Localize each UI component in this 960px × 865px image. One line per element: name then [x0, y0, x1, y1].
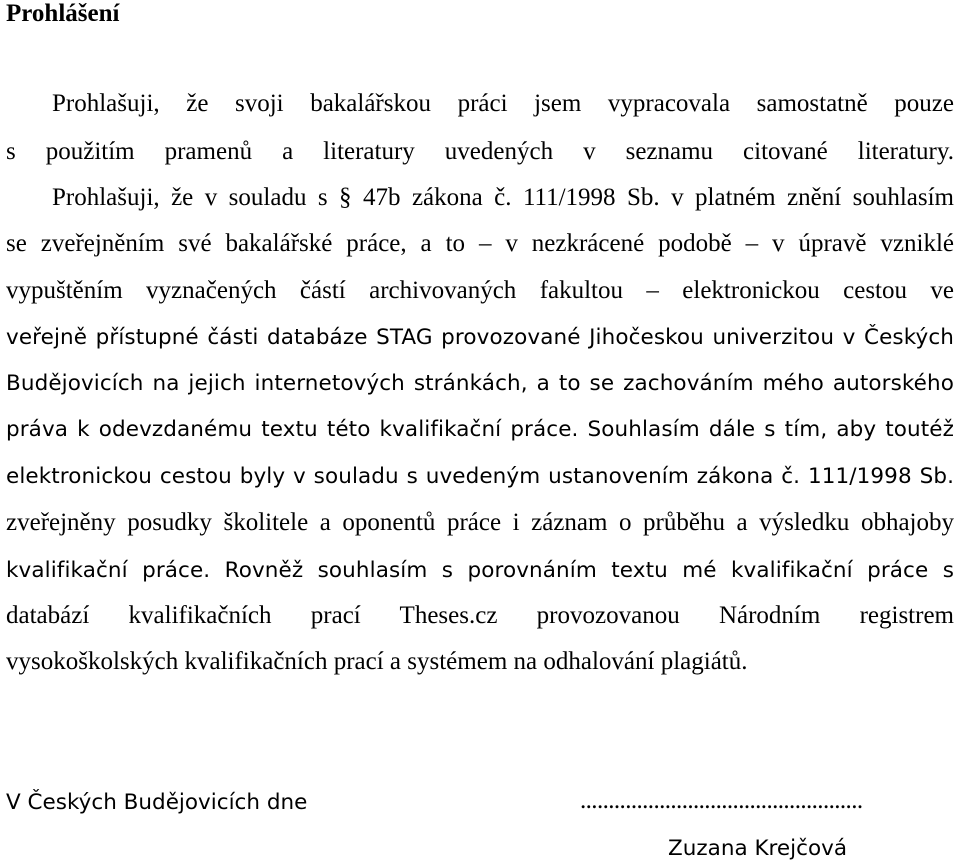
paragraph-line: zveřejněny posudky školitele a oponentů práce i záznam o průběhu a výsledku obhajoby: [6, 509, 954, 536]
paragraph-line: kvalifikační práce. Rovněž souhlasím s porovnáním textu mé kvalifikační práce s: [6, 558, 954, 583]
signature-line: ..................................................: [580, 787, 863, 814]
paragraph-line: vypuštěním vyznačených částí archivovaných fakultou – elektronickou cestou ve: [6, 277, 954, 304]
paragraph-line: se zveřejněním své bakalářské práce, a to – v nezkrácené podobě – v úpravě vzniklé: [6, 230, 954, 257]
place-and-date-label: V Českých Budějovicích dne: [6, 790, 308, 815]
paragraph-line: databází kvalifikačních prací Theses.cz provozovanou Národním registrem: [6, 602, 954, 629]
paragraph-line: elektronickou cestou byly v souladu s uvedeným ustanovením zákona č. 111/1998 Sb.: [6, 464, 954, 489]
paragraph-line: vysokoškolských kvalifikačních prací a systémem na odhalování plagiátů.: [6, 648, 748, 675]
paragraph-line: Prohlašuji, že v souladu s § 47b zákona č. 111/1998 Sb. v platném znění souhlasím: [52, 184, 954, 211]
paragraph-line: práva k odevzdanému textu této kvalifikační práce. Souhlasím dále s tím, aby toutéž: [6, 417, 954, 442]
paragraph-line: veřejně přístupné části databáze STAG provozované Jihočeskou univerzitou v Českých: [6, 325, 954, 350]
paragraph-line: Prohlašuji, že svoji bakalářskou práci jsem vypracovala samostatně pouze: [52, 90, 954, 117]
paragraph-line: Budějovicích na jejich internetových stránkách, a to se zachováním mého autorského: [6, 371, 954, 396]
page-title: Prohlášení: [6, 0, 120, 27]
paragraph-line: s použitím pramenů a literatury uvedených v seznamu citované literatury.: [6, 138, 954, 165]
author-name: Zuzana Krejčová: [668, 836, 847, 861]
